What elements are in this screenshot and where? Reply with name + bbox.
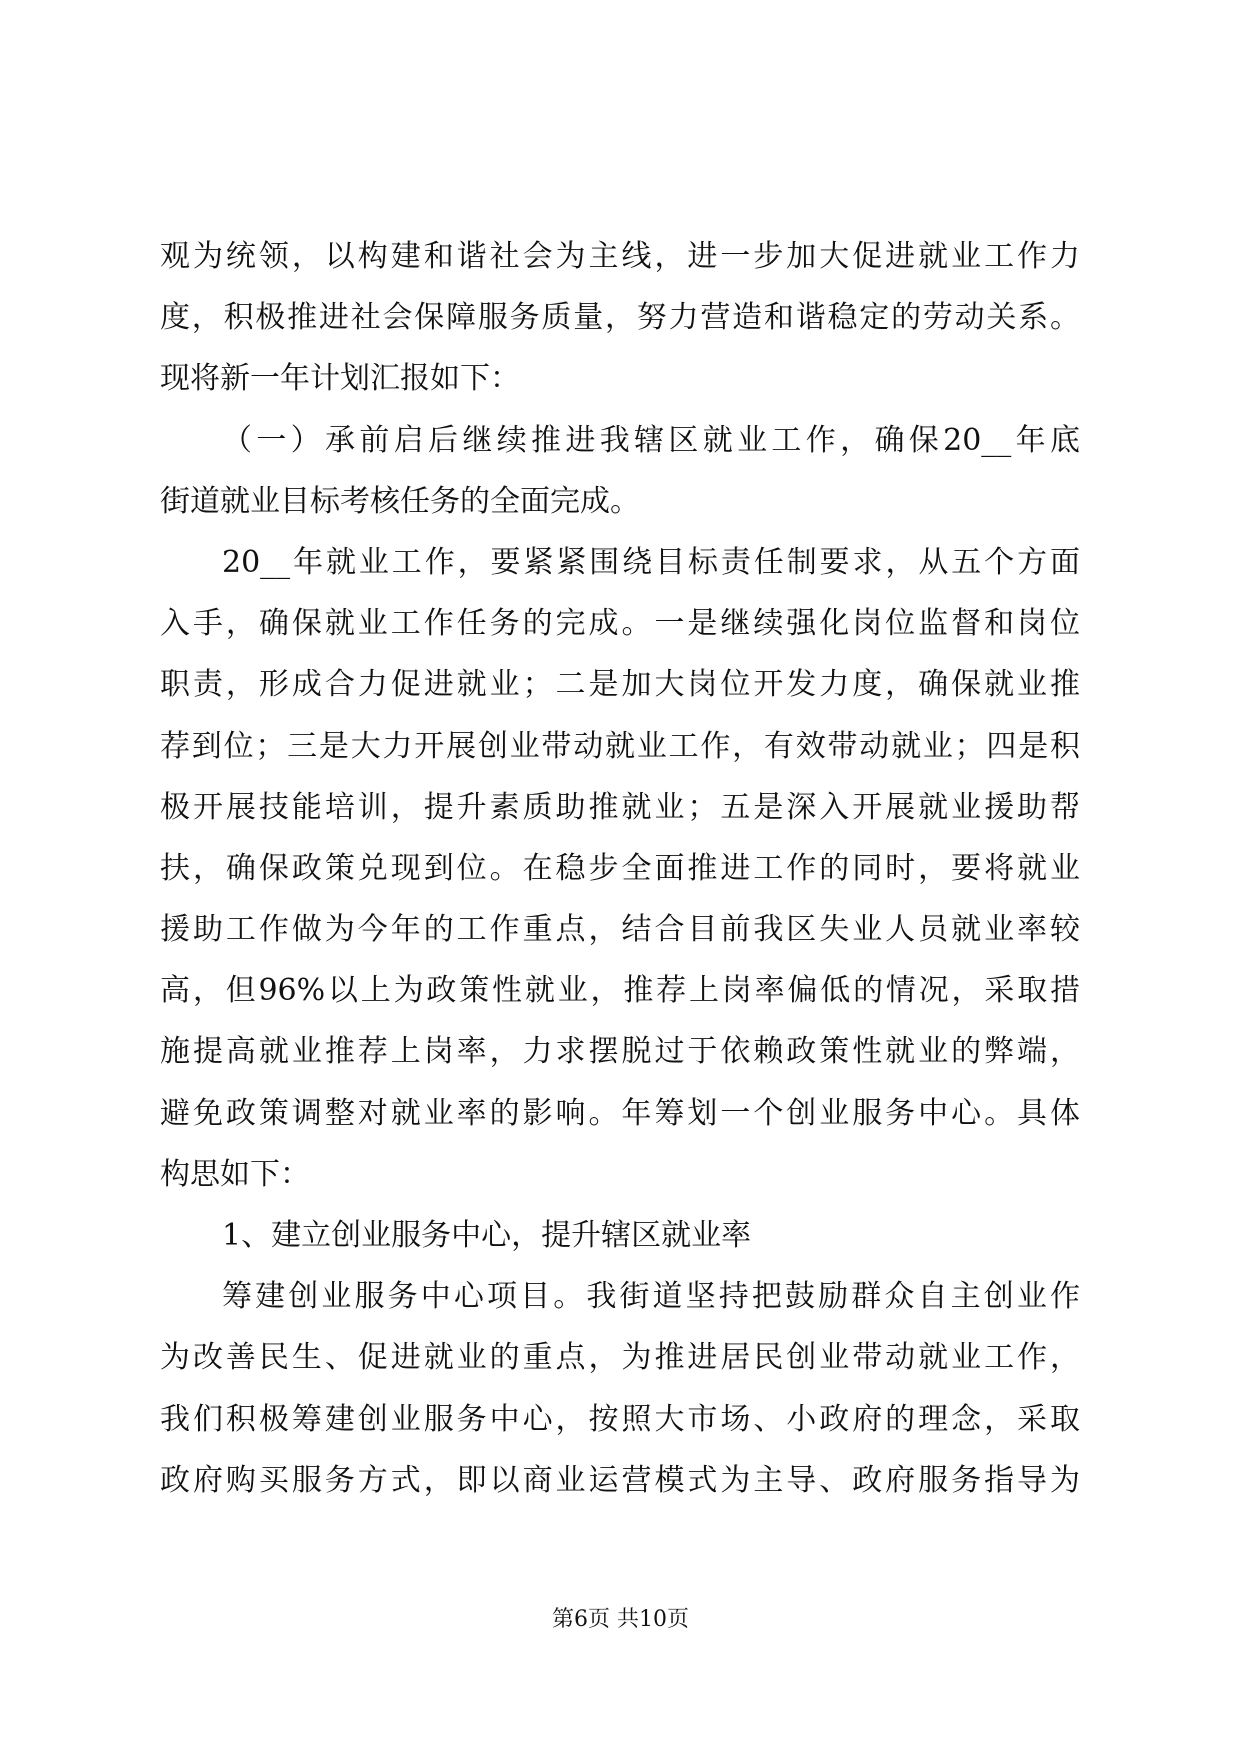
text-line: 入手，确保就业工作任务的完成。一是继续强化岗位监督和岗位 <box>160 606 1080 642</box>
page-footer: 第6页 共10页 <box>552 1607 689 1632</box>
text-line: 为改善民生、促进就业的重点，为推进居民创业带动就业工作， <box>160 1340 1080 1376</box>
text-line: 扶，确保政策兑现到位。在稳步全面推进工作的同时，要将就业 <box>160 850 1080 886</box>
text-line: 荐到位；三是大力开展创业带动就业工作，有效带动就业；四是积 <box>160 728 1080 764</box>
text-line: 构思如下： <box>160 1156 310 1192</box>
text-line: 街道就业目标考核任务的全面完成。 <box>160 483 640 519</box>
text-line: 避免政策调整对就业率的影响。年筹划一个创业服务中心。具体 <box>160 1095 1080 1131</box>
text-line: 1、建立创业服务中心，提升辖区就业率 <box>222 1218 752 1253</box>
text-line: 筹建创业服务中心项目。我街道坚持把鼓励群众自主创业作 <box>222 1279 1080 1315</box>
text-line: 现将新一年计划汇报如下： <box>160 361 520 397</box>
text-line: 观为统领，以构建和谐社会为主线，进一步加大促进就业工作力 <box>160 239 1080 274</box>
text-line: 援助工作做为今年的工作重点，结合目前我区失业人员就业率较 <box>160 912 1080 948</box>
text-line: 政府购买服务方式，即以商业运营模式为主导、政府服务指导为 <box>160 1462 1080 1498</box>
text-line: 极开展技能培训，提升素质助推就业；五是深入开展就业援助帮 <box>160 789 1080 825</box>
text-line: 度，积极推进社会保障服务质量，努力营造和谐稳定的劳动关系。 <box>160 300 1080 336</box>
document-body <box>160 226 1080 1511</box>
text-line: 高，但96%以上为政策性就业，推荐上岗率偏低的情况，采取措 <box>160 973 1080 1009</box>
text-line: 我们积极筹建创业服务中心，按照大市场、小政府的理念，采取 <box>160 1401 1080 1437</box>
text-line: 施提高就业推荐上岗率，力求摆脱过于依赖政策性就业的弊端， <box>160 1034 1080 1070</box>
text-line: （一）承前启后继续推进我辖区就业工作，确保20__年底 <box>222 422 1080 458</box>
text-line: 职责，形成合力促进就业；二是加大岗位开发力度，确保就业推 <box>160 667 1080 703</box>
text-line: 20__年就业工作，要紧紧围绕目标责任制要求，从五个方面 <box>222 544 1080 580</box>
